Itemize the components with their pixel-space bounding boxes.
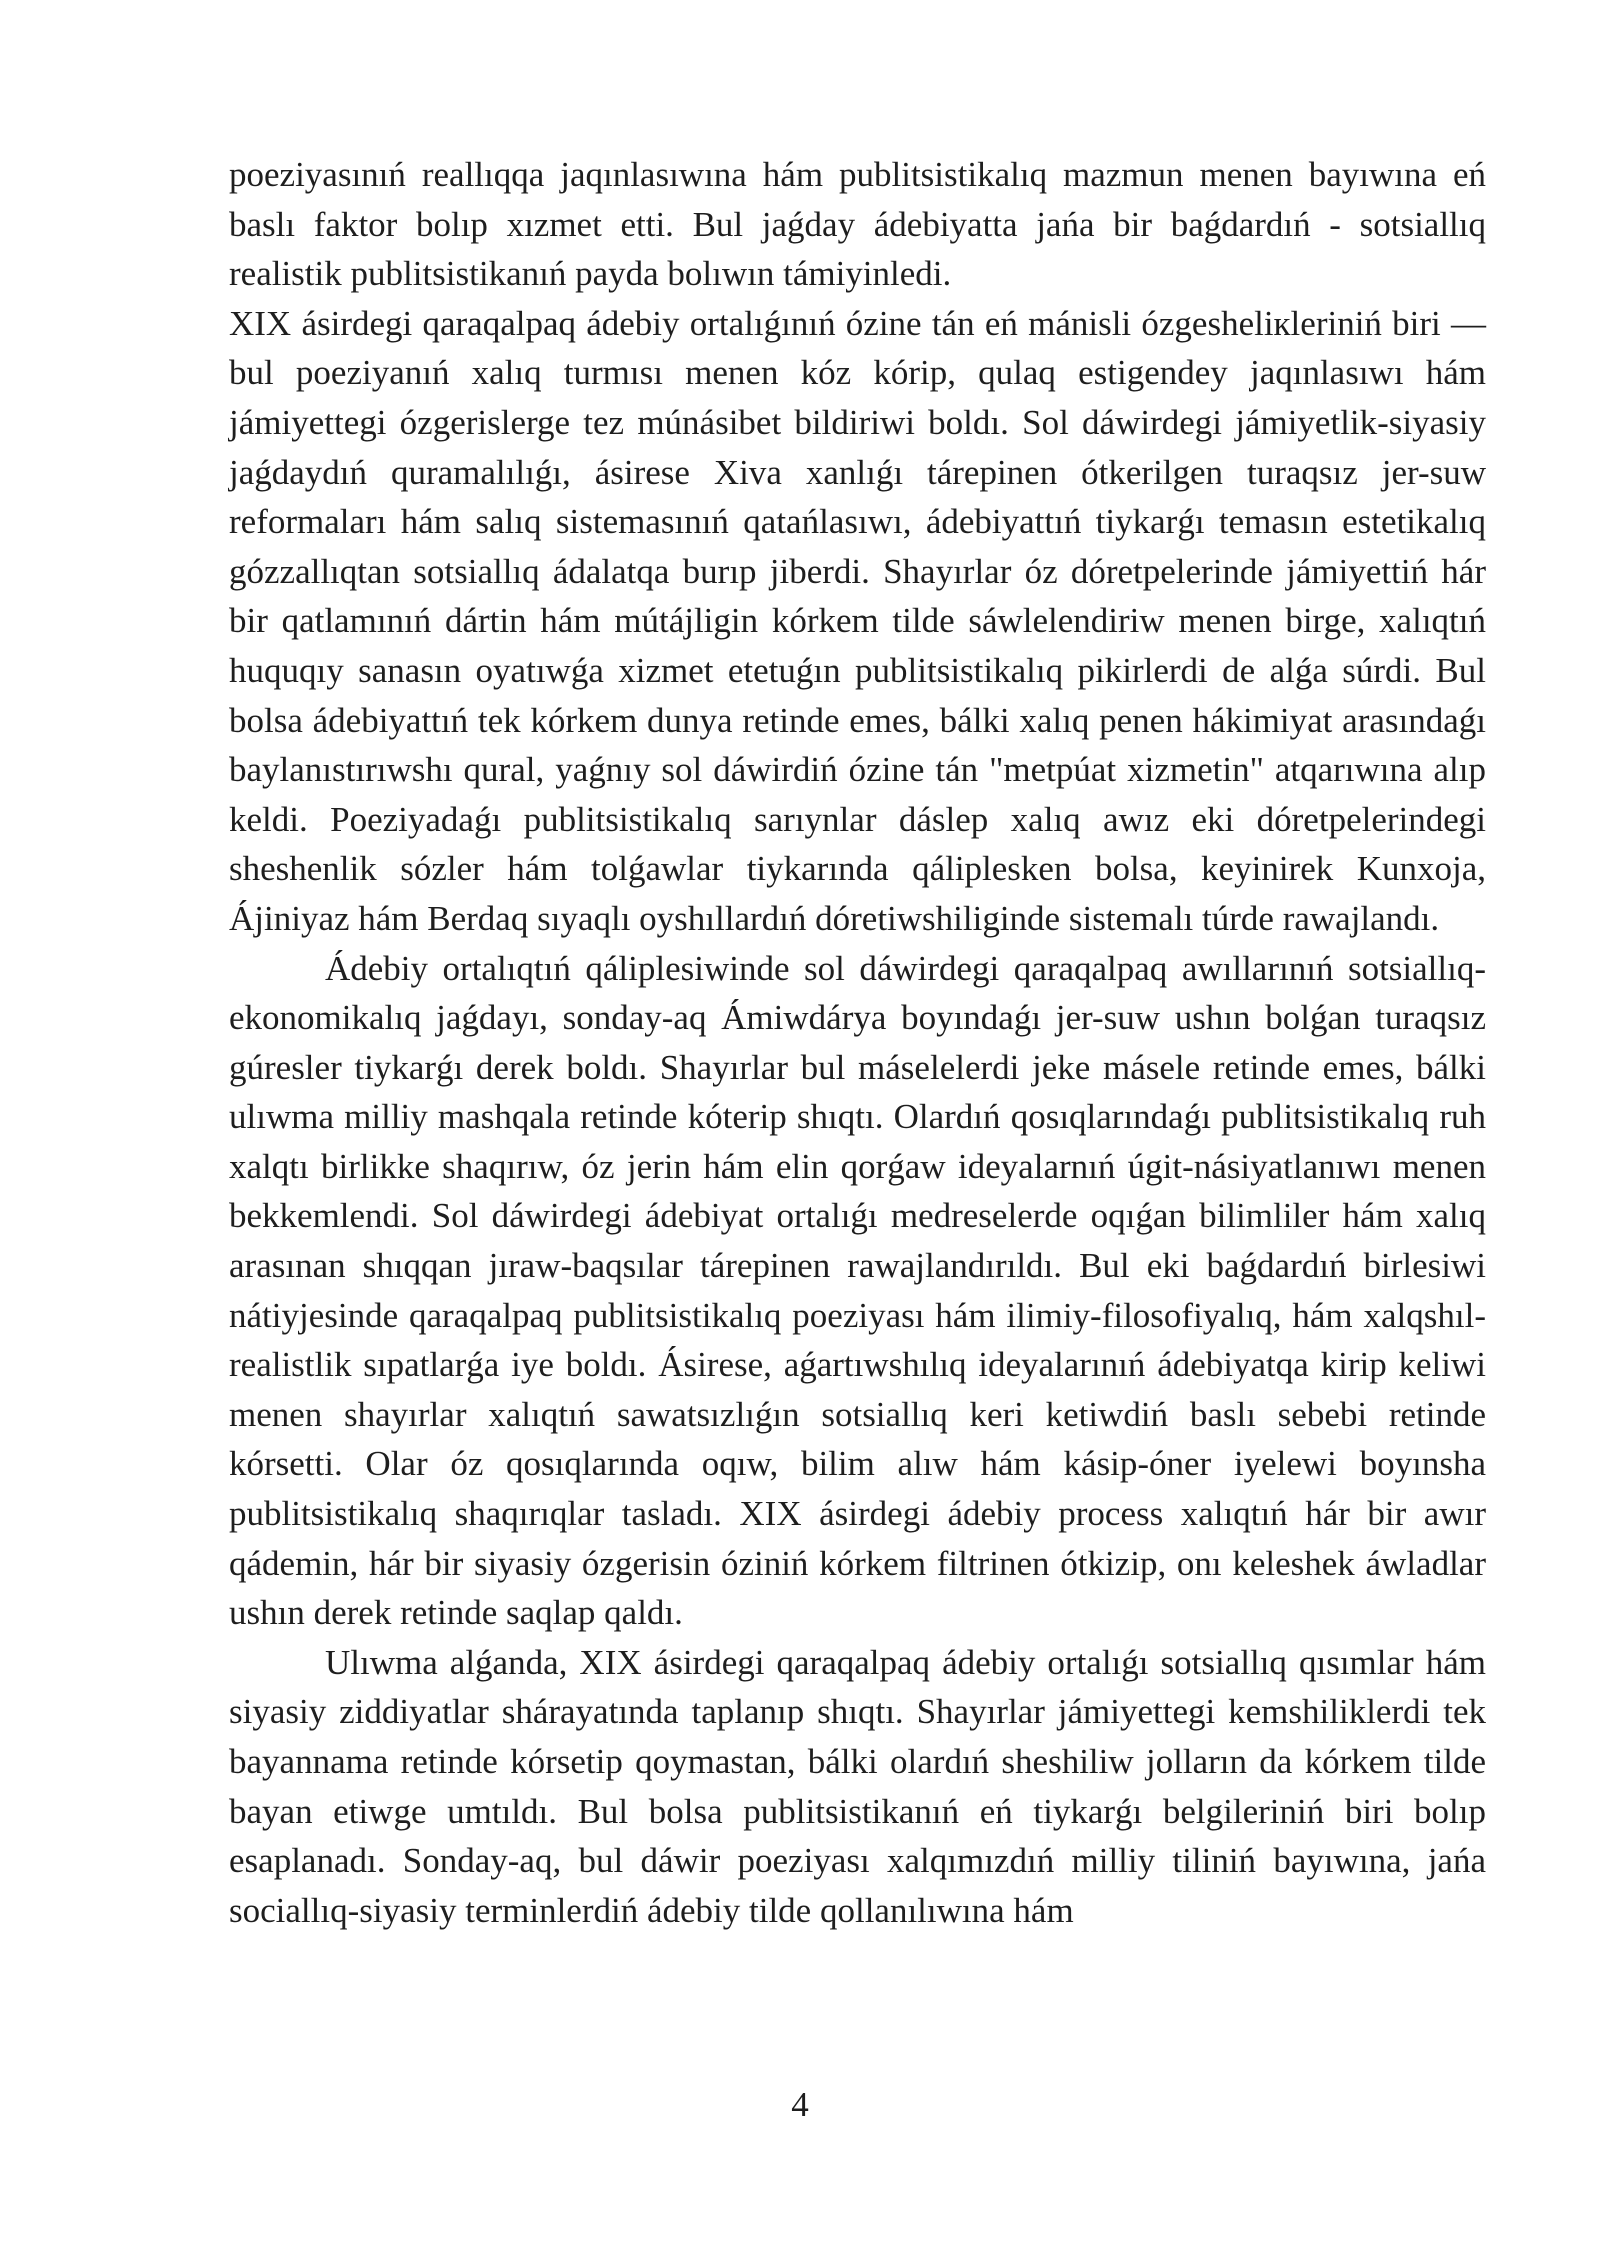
- document-body: [229, 150, 1486, 1935]
- paragraph-3: Ádebiy ortalıqtıń qáliplesiwinde sol dáwirdegi qaraqalpaq awıllarınıń sotsiallıq-ekonomikalıq jaǵdayı, sonday-aq Ámiwdárya boyındaǵı jer-suw ushın bolǵan turaqsız gúresler tiykarǵı derek boldı. Shayırlar bul máselelerdi jeke másele retinde emes, bálki ulıwma milliy mashqala retinde kóterip shıqtı. Olardıń qosıqlarındaǵı publitsistikalıq ruh xalqtı birlikke shaqırıw, óz jerin hám elin qorǵaw ideyalarnıń úgit-násiyatlanıwı menen bekkemlendi. Sol dáwirdegi ádebiyat ortalıǵı medreselerde oqıǵan bilimliler hám xalıq arasınan shıqqan jıraw-baqsılar tárepinen rawajlandırıldı. Bul eki baǵdardıń birlesiwi nátiyjesinde qaraqalpaq publitsistikalıq poeziyası hám ilimiy-filosofiyalıq, hám xalqshıl-realistlik sıpatlarǵa iye boldı. Ásirese, aǵartıwshılıq ideyalarınıń ádebiyatqa kirip keliwi menen shayırlar xalıqtıń sawatsızlıǵın sotsiallıq keri ketiwdiń baslı sebebi retinde kórsetti. Olar óz qosıqlarında oqıw, bilim alıw hám kásip-óner iyelewi boyınsha publitsistikalıq shaqırıqlar tasladı. XIX ásirdegi ádebiy process xalıqtıń hár bir awır qádemin, hár bir siyasiy ózgerisin óziniń kórkem filtrinen ótkizip, onı keleshek áwladlar ushın derek retinde saqlap qaldı.: [229, 948, 1486, 1633]
- paragraph-2: XIX ásirdegi qaraqalpaq ádebiy ortalıǵınıń ózine tán eń mánisli ózgesheliкleriniń biri — bul poeziyanıń xalıq turmısı menen kóz kórip, qulaq estigendey jaqınlasıwı hám jámiyettegi ózgerislerge tez múnásibet bildiriwi boldı. Sol dáwirdegi jámiyetlik-siyasiy jaǵdaydıń quramalılıǵı, ásirese Xiva xanlıǵı tárepinen ótkerilgen turaqsız jer-suw reformaları hám salıq sistemasınıń qatańlasıwı, ádebiyattıń tiykarǵı temasın estetikalıq gózzallıqtan sotsiallıq ádalatqa burıp jiberdi. Shayırlar óz dóretpelerinde jámiyettiń hár bir qatlamınıń dártin hám mútájligin kórkem tilde sáwlelendiriw menen birge, xalıqtıń huquqıy sanasın oyatıwǵa xizmet etetuǵın publitsistikalıq pikirlerdi de alǵa súrdi. Bul bolsa ádebiyattıń tek kórkem dunya retinde emes, bálki xalıq penen hákimiyat arasındaǵı baylanıstırıwshı qural, yaǵnıy sol dáwirdiń ózine tán "metpúat xizmetin" atqarıwına alıp keldi. Poeziyadaǵı publitsistikalıq sarıynlar dáslep xalıq awız eki dóretpelerindegi sheshenlik sózler hám tolǵawlar tiykarında qáliplesken bolsa, keyinirek Kunxoja, Ájiniyaz hám Berdaq sıyaqlı oyshıllardıń dóretiwshiligindе sistemalı túrde rawajlandı.: [229, 303, 1486, 938]
- paragraph-4: Ulıwma alǵanda, XIX ásirdegi qaraqalpaq ádebiy ortalıǵı sotsiallıq qısımlar hám siyasiy ziddiyatlar shárayatında taplanıp shıqtı. Shayırlar jámiyettegi kemshiliklerdi tek bayannama retinde kórsetip qoymastan, bálki olardıń sheshiliw jolların da kórkem tilde bayan etiwge umtıldı. Bul bolsa publitsistikanıń eń tiykarǵı belgileriniń biri bolıp esaplanadı. Sonday-aq, bul dáwir poeziyası xalqımızdıń milliy tiliniń bayıwına, jańa sociallıq-siyasiy terminlerdiń ádebiy tilde qollanılıwına hám: [229, 1642, 1486, 1930]
- page-number: 4: [791, 2085, 809, 2124]
- paragraph-1: poeziyasınıń reallıqqa jaqınlasıwına hám publitsistikalıq mazmun menen bayıwına eń baslı faktor bolıp xızmet etti. Bul jaǵday ádebiyatta jańa bir baǵdardıń - sotsiallıq realistik publitsistikanıń payda bolıwın támiyinledi.: [229, 155, 1486, 294]
